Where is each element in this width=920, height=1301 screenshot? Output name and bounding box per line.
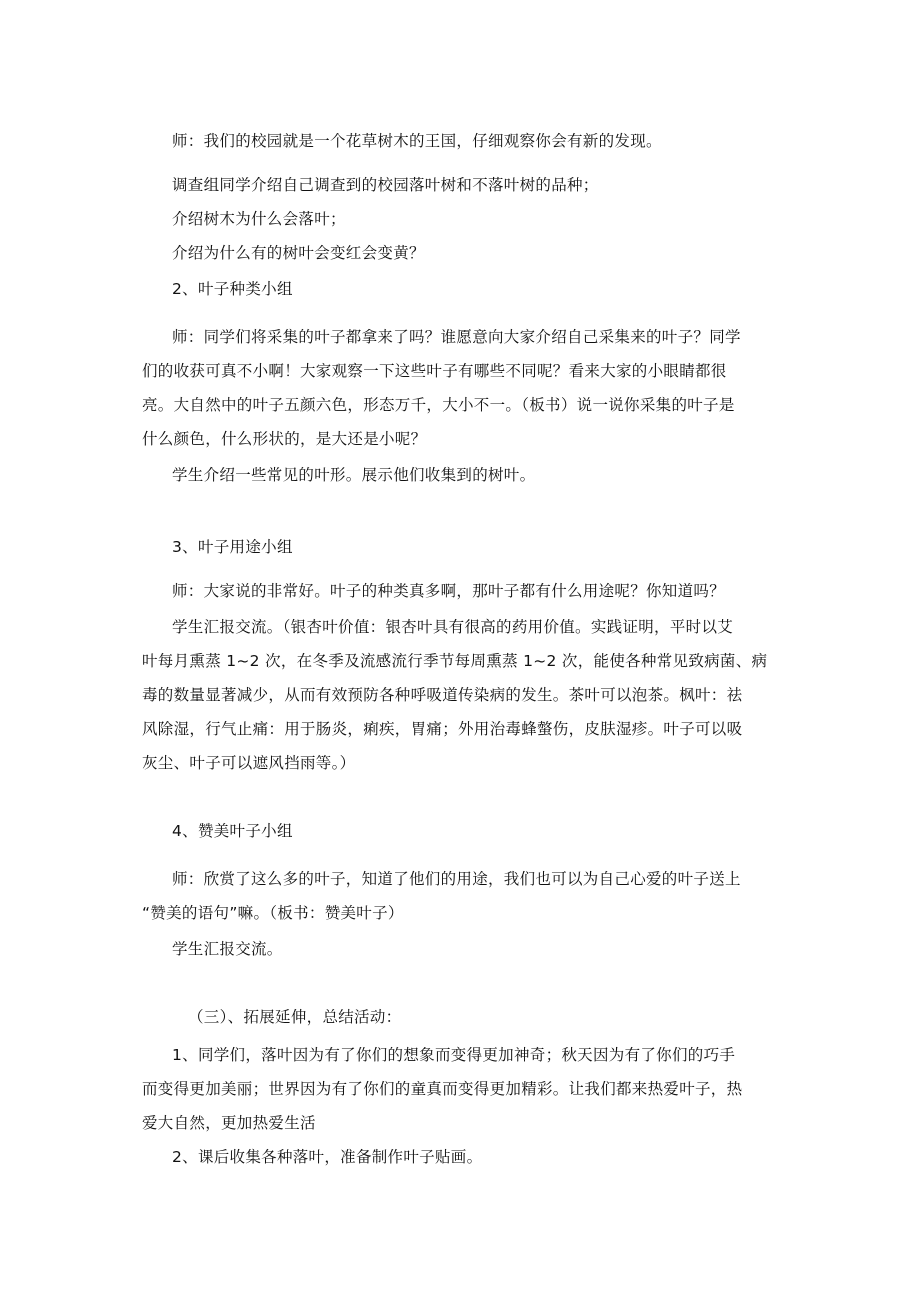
paragraph-leaf-uses-question: 师：大家说的非常好。叶子的种类真多啊，那叶子都有什么用途呢？你知道吗？ bbox=[172, 582, 726, 600]
text-line: 风除湿，行气止痛：用于肠炎，痢疾，胃痛；外用治毒蜂螫伤，皮肤湿疹。叶子可以吸 bbox=[142, 720, 743, 738]
paragraph-student-leaf-shapes: 学生介绍一些常见的叶形。展示他们收集到的树叶。 bbox=[172, 466, 536, 484]
text-line: 而变得更加美丽；世界因为有了你们的童真而变得更加精彩。让我们都来热爱叶子，热 bbox=[142, 1080, 743, 1098]
heading-leaf-uses-group: 3、叶子用途小组 bbox=[172, 538, 293, 556]
text-line: 爱大自然，更加热爱生活 bbox=[142, 1114, 316, 1132]
text-line: 学生汇报交流。（银杏叶价值：银杏叶具有很高的药用价值。实践证明，平时以艾 bbox=[172, 618, 734, 636]
paragraph-why-fall: 介绍树木为什么会落叶； bbox=[172, 210, 346, 228]
heading-extension-summary: （三）、拓展延伸，总结活动： bbox=[188, 1008, 402, 1026]
paragraph-summary-2: 2、课后收集各种落叶，准备制作叶子贴画。 bbox=[172, 1148, 483, 1166]
paragraph-summary-1 bbox=[142, 1038, 792, 1140]
paragraph-leaf-types bbox=[142, 320, 792, 456]
text-line: 灰尘、叶子可以遮风挡雨等。） bbox=[142, 754, 356, 772]
text-line: 叶每月熏蒸 1~2 次，在冬季及流感流行季节每周熏蒸 1~2 次，能使各种常见致病菌、病 bbox=[142, 652, 768, 670]
paragraph-survey-group: 调查组同学介绍自己调查到的校园落叶树和不落叶树的品种； bbox=[172, 176, 599, 194]
text-line: 师：同学们将采集的叶子都拿来了吗？谁愿意向大家介绍自己采集来的叶子？同学 bbox=[172, 328, 741, 346]
text-line: 1、同学们，落叶因为有了你们的想象而变得更加神奇；秋天因为有了你们的巧手 bbox=[172, 1046, 736, 1064]
text-line: 什么颜色，什么形状的，是大还是小呢？ bbox=[142, 430, 427, 448]
paragraph-leaf-uses-report bbox=[142, 610, 792, 780]
heading-praise-leaves-group: 4、赞美叶子小组 bbox=[172, 822, 293, 840]
text-line: 师：欣赏了这么多的叶子，知道了他们的用途，我们也可以为自己心爱的叶子送上 bbox=[172, 870, 741, 888]
text-line: “赞美的语句”嘛。（板书：赞美叶子） bbox=[142, 904, 404, 922]
text-line: 毒的数量显著减少，从而有效预防各种呼吸道传染病的发生。茶叶可以泡茶。枫叶：祛 bbox=[142, 686, 743, 704]
heading-leaf-types-group: 2、叶子种类小组 bbox=[172, 280, 293, 298]
paragraph-color-change: 介绍为什么有的树叶会变红会变黄？ bbox=[172, 244, 425, 262]
paragraph-teacher-intro: 师：我们的校园就是一个花草树木的王国，仔细观察你会有新的发现。 bbox=[172, 132, 662, 150]
text-line: 们的收获可真不小啊！大家观察一下这些叶子有哪些不同呢？看来大家的小眼睛都很 bbox=[142, 362, 727, 380]
paragraph-praise-leaves bbox=[142, 862, 792, 930]
text-line: 亮。大自然中的叶子五颜六色，形态万千，大小不一。（板书）说一说你采集的叶子是 bbox=[142, 396, 735, 414]
paragraph-student-report: 学生汇报交流。 bbox=[172, 940, 283, 958]
